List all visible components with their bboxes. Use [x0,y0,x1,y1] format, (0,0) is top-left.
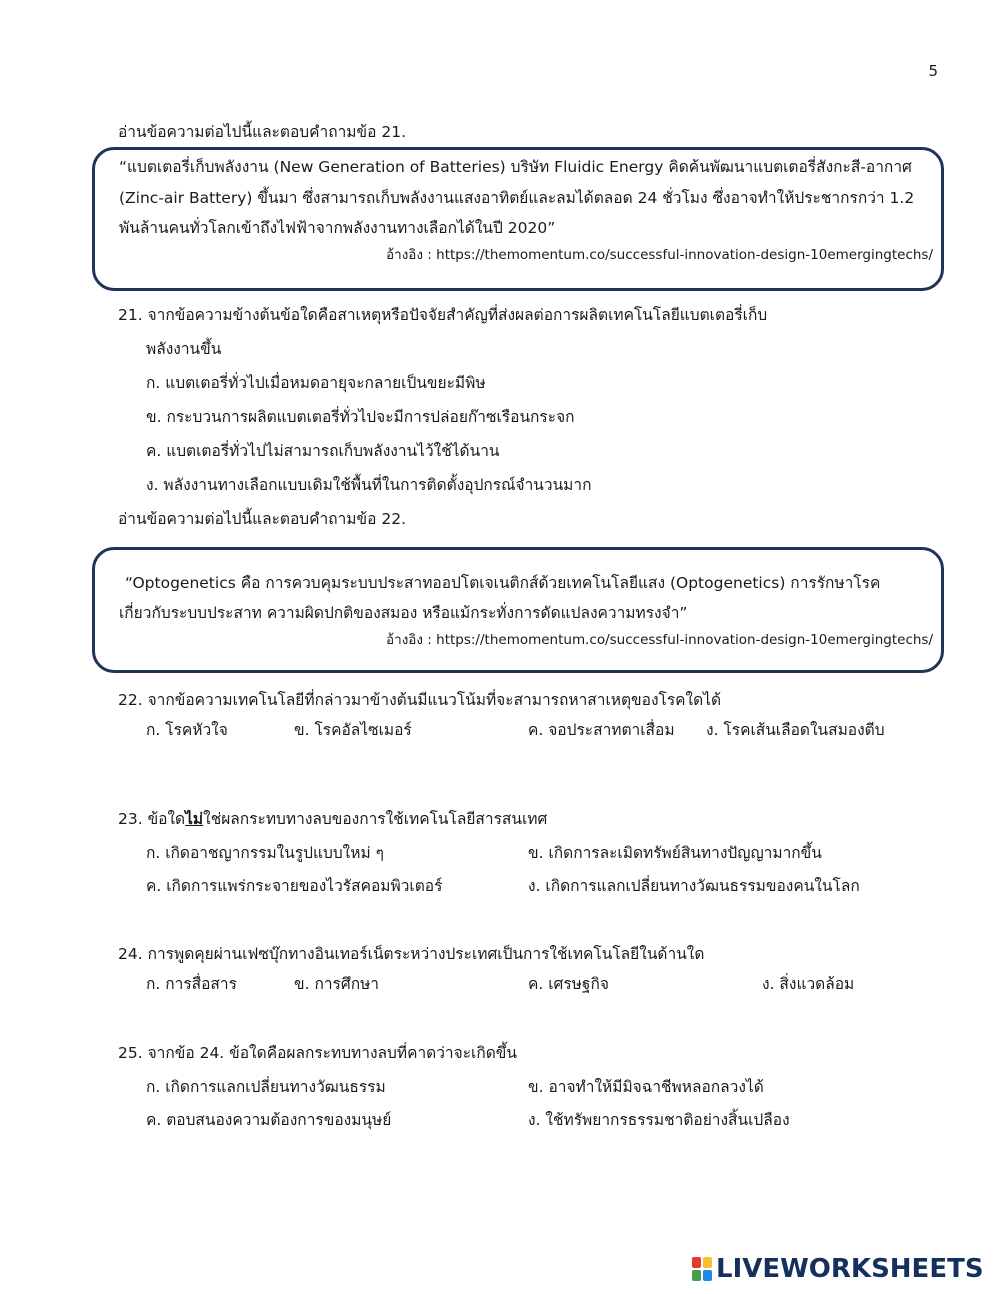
q24-option-d[interactable]: ง. สิ่งแวดล้อม [762,975,855,993]
q21-option-a[interactable]: ก. แบตเตอรี่ทั่วไปเมื่อหมดอายุจะกลายเป็นขยะมีพิษ [146,374,486,392]
q23-option-b[interactable]: ข. เกิดการละเมิดทรัพย์สินทางปัญญามากขึ้น [528,844,822,862]
passage1-line: (Zinc-air Battery) ขึ้นมา ซึ่งสามารถเก็บพลังงานแสงอาทิตย์และลมได้ตลอด 24 ชั่วโมง ซึ่งอาจทำให้ประชากรกว่า 1.2 [119,189,915,207]
passage1-line: “แบตเตอรี่เก็บพลังงาน (New Generation of Batteries) บริษัท Fluidic Energy คิดค้นพัฒนาแบตเตอรี่สังกะสี-อากาศ [119,158,912,176]
q21-option-b[interactable]: ข. กระบวนการผลิตแบตเตอรี่ทั่วไปจะมีการปล่อยก๊าซเรือนกระจก [146,408,575,426]
q21-question: 21. จากข้อความข้างต้นข้อใดคือสาเหตุหรือปัจจัยสำคัญที่ส่งผลต่อการผลิตเทคโนโลยีแบตเตอรี่เก็บ [118,306,768,324]
q23-option-c[interactable]: ค. เกิดการแพร่กระจายของไวรัสคอมพิวเตอร์ [146,877,443,895]
q23-suffix: ใช่ผลกระทบทางลบของการใช้เทคโนโลยีสารสนเทศ [203,810,548,828]
q25-option-c[interactable]: ค. ตอบสนองความต้องการของมนุษย์ [146,1111,392,1129]
q23-option-d[interactable]: ง. เกิดการแลกเปลี่ยนทางวัฒนธรรมของคนในโลก [528,877,860,895]
q22-option-a[interactable]: ก. โรคหัวใจ [146,721,228,739]
q24-option-b[interactable]: ข. การศึกษา [294,975,380,993]
q24-question: 24. การพูดคุยผ่านเฟซบุ๊กทางอินเทอร์เน็ตระหว่างประเทศเป็นการใช้เทคโนโลยีในด้านใด [118,945,705,963]
q25-question: 25. จากข้อ 24. ข้อใดคือผลกระทบทางลบที่คาดว่าจะเกิดขึ้น [118,1044,517,1062]
passage2-line: “Optogenetics คือ การควบคุมระบบประสาทออปโตเจเนติกส์ด้วยเทคโนโลยีแสง (Optogenetics) การรักษาโรค [125,574,881,592]
logo-square-icon [692,1270,701,1281]
q23-option-a[interactable]: ก. เกิดอาชญากรรมในรูปแบบใหม่ ๆ [146,844,384,862]
passage2-reference: อ้างอิง : https://themomentum.co/successful-innovation-design-10emergingtechs/ [386,632,933,648]
q22-option-d[interactable]: ง. โรคเส้นเลือดในสมองตีบ [706,721,885,739]
q25-option-d[interactable]: ง. ใช้ทรัพยากรธรรมชาติอย่างสิ้นเปลือง [528,1111,790,1129]
q21-question-cont: พลังงานขึ้น [146,340,222,358]
q25-option-b[interactable]: ข. อาจทำให้มีมิจฉาชีพหลอกลวงได้ [528,1078,764,1096]
passage1-reference: อ้างอิง : https://themomentum.co/successful-innovation-design-10emergingtechs/ [386,247,933,263]
q21-option-c[interactable]: ค. แบตเตอรี่ทั่วไปไม่สามารถเก็บพลังงานไว้ใช้ได้นาน [146,442,500,460]
q22-option-b[interactable]: ข. โรคอัลไซเมอร์ [294,721,412,739]
q24-option-c[interactable]: ค. เศรษฐกิจ [528,975,609,993]
passage1-line: พันล้านคนทั่วโลกเข้าถึงไฟฟ้าจากพลังงานทางเลือกได้ในปี 2020” [119,219,556,237]
liveworksheets-logo-icon [692,1257,712,1281]
passage2-line: เกี่ยวกับระบบประสาท ความผิดปกติของสมอง หรือแม้กระทั่งการดัดแปลงความทรงจำ” [119,604,688,622]
q22-question: 22. จากข้อความเทคโนโลยีที่กล่าวมาข้างต้นมีแนวโน้มที่จะสามารถหาสาเหตุของโรคใดได้ [118,691,722,709]
passage2-box [92,547,944,673]
liveworksheets-logo [692,1254,984,1284]
q21-option-d[interactable]: ง. พลังงานทางเลือกแบบเดิมใช้พื้นที่ในการติดตั้งอุปกรณ์จำนวนมาก [146,476,592,494]
q24-option-a[interactable]: ก. การสื่อสาร [146,975,237,993]
logo-square-icon [703,1257,712,1268]
logo-text: LIVEWORKSHEETS [716,1254,984,1284]
passage2-intro: อ่านข้อความต่อไปนี้และตอบคำถามข้อ 22. [118,510,406,528]
q23-question [118,808,547,830]
q23-prefix: 23. ข้อใด [118,810,186,828]
q23-emphasis: ไม่ [185,810,204,828]
logo-square-icon [703,1270,712,1281]
passage1-box [92,147,944,291]
logo-square-icon [692,1257,701,1268]
passage1-intro: อ่านข้อความต่อไปนี้และตอบคำถามข้อ 21. [118,123,406,141]
page-number: 5 [928,62,938,80]
q22-option-c[interactable]: ค. จอประสาทตาเสื่อม [528,721,675,739]
q25-option-a[interactable]: ก. เกิดการแลกเปลี่ยนทางวัฒนธรรม [146,1078,386,1096]
